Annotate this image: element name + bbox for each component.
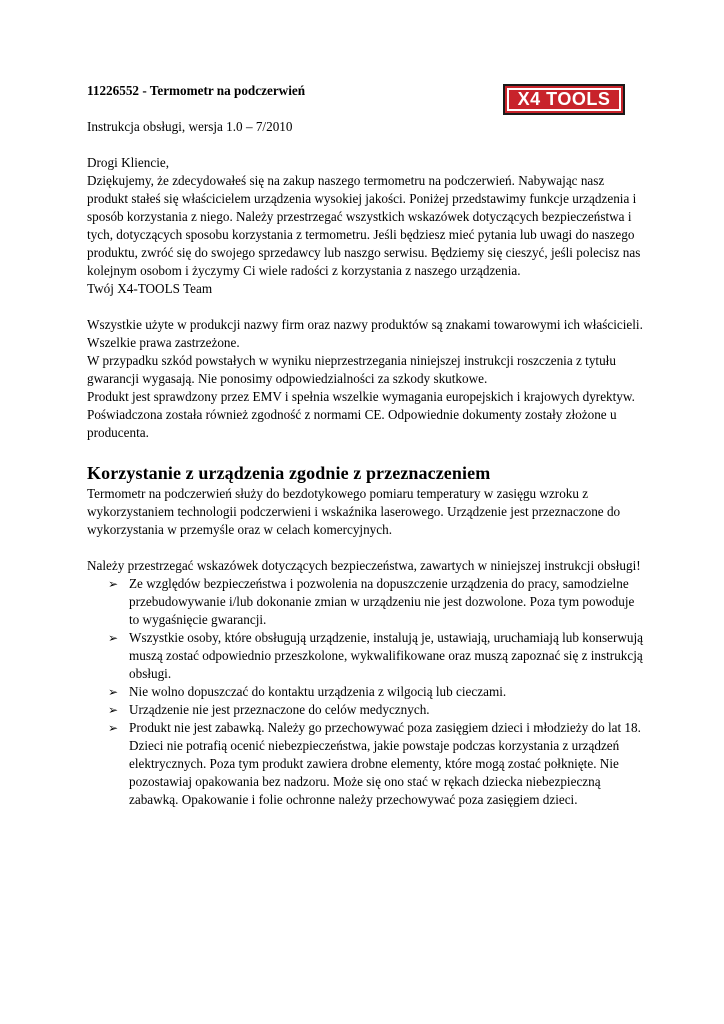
document-title: 11226552 - Termometr na podczerwień [87,83,306,98]
list-item [87,701,647,719]
greeting: Drogi Kliencie, [87,155,170,170]
list-item [87,629,647,683]
legal-paragraph: Wszystkie użyte w produkcji nazwy firm oraz nazwy produktów są znakami towarowymi ich właścicieli. Wszelkie prawa zastrzeżone. [87,317,643,350]
list-item [87,683,647,701]
safety-list [87,575,647,809]
arrow-bullet-icon: ➢ [108,631,119,645]
list-item [87,719,647,809]
arrow-bullet-icon: ➢ [108,577,119,591]
arrow-bullet-icon: ➢ [108,721,119,735]
legal-paragraph: Poświadczona została również zgodność z normami CE. Odpowiednie dokumenty zostały złożone u producenta. [87,407,617,440]
intro-paragraph: Dziękujemy, że zdecydowałeś się na zakup naszego termometru na podczerwień. Nabywając nasz produkt stałeś się właścicielem urządzenia wysokiej jakości. Poniżej przedstawimy funkcje urządzenia i sposób korzystania z niego. Należy przestrzegać wszystkich wskazówek dotyczących bezpieczeństwa i tych, dotyczących sposobu korzystania z termometru. Jeśli będziesz mieć pytania lub uwagi do naszego produktu, zwróć się do swojego sprzedawcy lub naszgo serwisu. Będziemy się cieszyć, jeśli polecisz nas kolejnym osobom i życzymy Ci wiele radości z korzystania z naszego urządzenia. [87,173,641,278]
arrow-bullet-icon: ➢ [108,685,119,699]
document-subtitle: Instrukcja obsługi, wersja 1.0 – 7/2010 [87,119,293,134]
list-item-text: Wszystkie osoby, które obsługują urządzenie, instalują je, ustawiają, uruchamiają lub konserwują muszą zostać odpowiednio przeszkolone, wykwalifikowane oraz muszą zapoznać się z instrukcją obsługi. [129,630,644,681]
list-item [87,575,647,629]
list-item-text: Urządzenie nie jest przeznaczone do celów medycznych. [129,702,430,717]
arrow-bullet-icon: ➢ [108,703,119,717]
legal-paragraph: Produkt jest sprawdzony przez EMV i spełnia wszelkie wymagania europejskich i krajowych dyrektyw. [87,389,635,404]
signature: Twój X4-TOOLS Team [87,281,213,296]
logo-text: X4 TOOLS [507,88,621,111]
legal-paragraph: W przypadku szkód powstałych w wyniku nieprzestrzegania niniejszej instrukcji roszczenia z tytułu gwarancji wygasają. Nie ponosimy odpowiedzialności za szkody skutkowe. [87,353,616,386]
list-item-text: Ze względów bezpieczeństwa i pozwolenia na dopuszczenie urządzenia do pracy, samodzielne przebudowywanie i/lub dokonanie zmian w urządzeniu nie jest dozwolone. Poza tym powoduje to wygaśnięcie gwarancji. [129,576,635,627]
list-item-text: Nie wolno dopuszczać do kontaktu urządzenia z wilgocią lub cieczami. [129,684,507,699]
safety-intro: Należy przestrzegać wskazówek dotyczących bezpieczeństwa, zawartych w niniejszej instrukcji obsługi! [87,558,641,573]
section-paragraph: Termometr na podczerwień służy do bezdotykowego pomiaru temperatury w zasięgu wzroku z wykorzystaniem technologii podczerwieni i wskaźnika laserowego. Urządzenie jest przeznaczone do wykorzystania w przemyśle oraz w celach komercyjnych. [87,486,621,537]
section-heading: Korzystanie z urządzenia zgodnie z przeznaczeniem [87,463,491,483]
list-item-text: Produkt nie jest zabawką. Należy go przechowywać poza zasięgiem dzieci i młodzieży do lat 18. Dzieci nie potrafią ocenić niebezpieczeństwa, jakie powstaje podczas korzystania z urządzeń elektrycznych. Poza tym produkt zawiera drobne elementy, które mogą zostać połknięte. Nie pozostawiaj opakowania bez nadzoru. Może się ono stać w rękach dziecka niebezpieczną zabawką. Opakowanie i folie ochronne należy przechowywać poza zasięgiem dzieci. [129,720,641,807]
document-page [87,82,647,809]
